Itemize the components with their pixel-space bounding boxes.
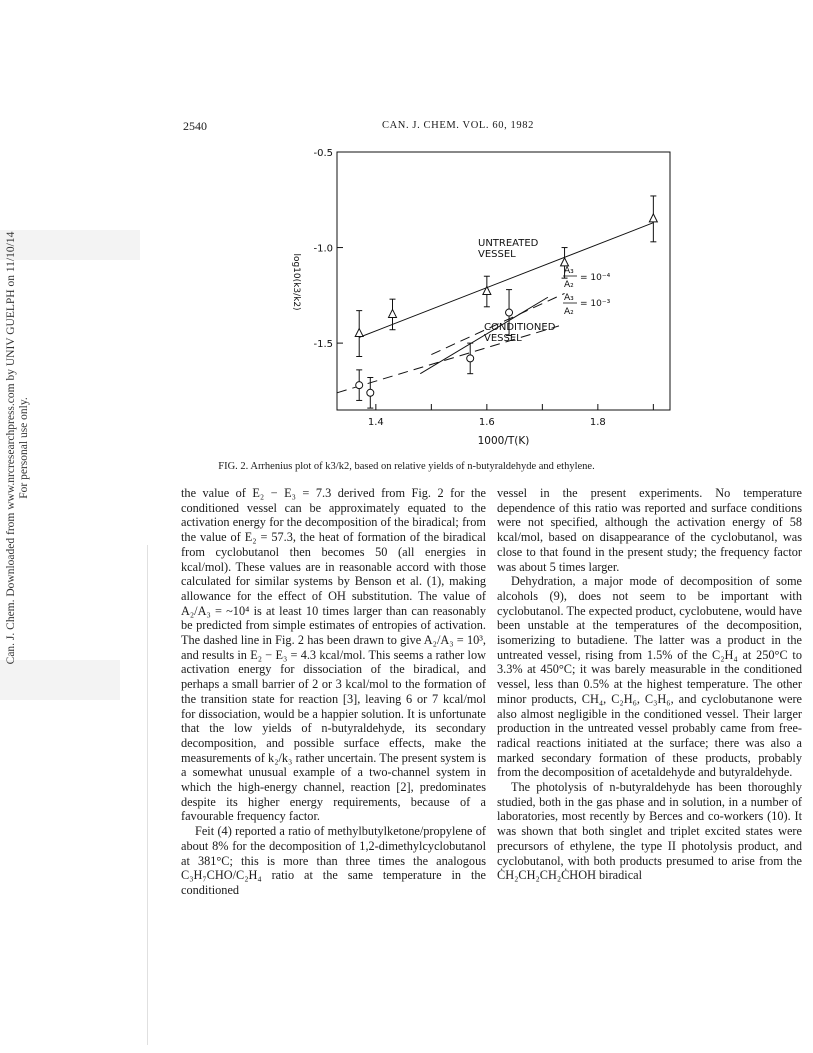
ratio-top-den: A₂ (564, 280, 574, 290)
x-tick-label: 1.8 (589, 417, 606, 428)
triangle-point (561, 258, 569, 266)
untreated-label-2: VESSEL (478, 249, 516, 260)
conditioned-label-2: VESSEL (484, 333, 522, 344)
paragraph: the value of E₂ − E₃ = 7.3 derived from Fig. 2 for the conditioned vessel can be approximately equated to the activation energy for the decomposition of the biradical; from the value of E₂ = 57.3, the heat of formation of the biradical from cyclobutanol then becomes 50 (all energies in kcal/mol). These values are in reasonable accord with those calculated for similar systems by Benson et al. (1), making allowance for the effect of OH substitution. The value of A₂/A₃ = ~10⁴ is at least 10 times larger than can reasonably be predicted from simple estimates of entropies of activation. The dashed line in Fig. 2 has been drawn to give A₂/A₃ = 10³, and results in E₂ − E₃ = 4.3 kcal/mol. This seems a rather low activation energy for dissociation of the biradical, and perhaps a small barrier of 2 or 3 kcal/mol to the formation of the transition state for reaction [3], leaving 6 or 7 kcal/mol for dissociation, would be a happier solution. It is unfortunate that the low yields of n-butyraldehyde, its secondary decomposition, and possible surface effects, make the measurements of k₂/k₃ rather uncertain. The present system is a somewhat unusual example of a two-channel system in which the high-energy channel, reaction [2], predominates despite its higher energy requirements, because of a favourable frequency factor. (181, 486, 486, 824)
paragraph: Dehydration, a major mode of decomposition of some alcohols (9), does not seem to be important with cyclobutanol. The expected product, cyclobutene, would have been unstable at the temperatures of the decomposition, isomerizing to butadiene. The latter was a product in the untreated vessel, rising from 1.5% of the C₂H₄ at 250°C to 3.3% at 450°C; it was barely measurable in the conditioned vessel, less than 0.5% at the highest temperature. The other minor products, CH₄, C₂H₆, C₃H₆, and cyclobutanone were also almost negligible in the conditioned vessel. Their larger production in the untreated vessel probably came from free-radical reactions initiated at the surface; there was also a marked secondary formation of these products, probably from the decomposition of acetaldehyde and butyraldehyde. (497, 574, 802, 780)
paragraph: Feit (4) reported a ratio of methylbutylketone/propylene of about 8% for the decomposition of 1,2-dimethylcyclobutanol at 381°C; this is more than three times the analogous C₃H₇CHO/C₂H₄ ratio at the same temperature in the conditioned (181, 824, 486, 897)
y-axis-label: log10(k3/k2) (291, 253, 301, 311)
ratio-top-num: A₃ (564, 266, 574, 276)
circle-point (367, 389, 374, 396)
untreated-label-1: UNTREATED (478, 238, 539, 249)
y-tick-label: -1.5 (313, 339, 333, 351)
margin-rule (147, 545, 148, 1045)
ratio-bottom-value: = 10⁻³ (580, 299, 611, 309)
triangle-point (483, 287, 491, 295)
ratio-top-value: = 10⁻⁴ (580, 273, 611, 283)
y-tick-label: -0.5 (313, 148, 333, 159)
left-column (181, 486, 486, 898)
circle-point (467, 355, 474, 362)
x-tick-label: 1.4 (367, 417, 384, 428)
watermark-line-1: Can. J. Chem. Downloaded from www.nrcresearchpress.com by UNIV GUELPH on 11/10/14 (5, 231, 17, 665)
tick-labels (291, 148, 606, 447)
running-head: CAN. J. CHEM. VOL. 60, 1982 (382, 120, 534, 131)
right-column (497, 486, 802, 883)
paragraph: The photolysis of n-butyraldehyde has been thoroughly studied, both in the gas phase and in solution, in a number of laboratories, most recently by Berces and co-workers (10). It was shown that both singlet and triplet excited states were precursors of ethylene, the type II photolysis product, and cyclobutanol, with both products presumed to arise from the ĊH₂CH₂CH₂ĊHOH biradical (497, 780, 802, 883)
annotations (478, 238, 611, 344)
triangle-point (649, 214, 657, 222)
paragraph: vessel in the present experiments. No temperature dependence of this ratio was reported and surface conditions were not specified, although the activation energy of 58 kcal/mol, based on disappearance of the cyclobutanol, was close to that found in the present study; the frequency factor was about 5 times larger. (497, 486, 802, 574)
arrhenius-plot (0, 0, 813, 470)
y-tick-label: -1.0 (313, 243, 333, 255)
page-number: 2540 (183, 119, 207, 133)
x-axis-label: 1000/T(K) (477, 435, 530, 447)
data-points (355, 196, 657, 408)
ratio-bottom-num: A₃ (564, 293, 574, 303)
triangle-point (389, 309, 397, 317)
figure-caption: FIG. 2. Arrhenius plot of k3/k2, based on relative yields of n-butyraldehyde and ethylene. (218, 461, 595, 472)
x-tick-label: 1.6 (478, 417, 495, 428)
triangle-point (355, 329, 363, 337)
circle-point (356, 382, 363, 389)
conditioned-label-1: CONDITIONED (484, 322, 556, 333)
watermark-line-2: For personal use only. (18, 397, 30, 499)
circle-point (506, 309, 513, 316)
ratio-bottom-den: A₂ (564, 307, 574, 317)
